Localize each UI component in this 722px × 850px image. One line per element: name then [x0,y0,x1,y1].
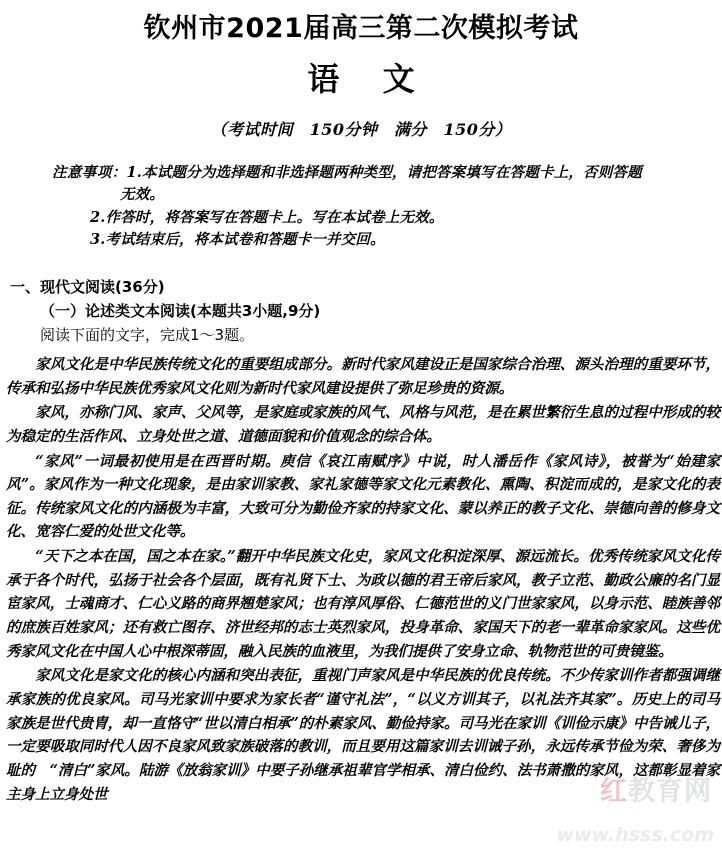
article-paragraph: 家风文化是中华民族传统文化的重要组成部分。新时代家风建设正是国家综合治理、源头治理的重要环节，传承和弘扬中华民族优秀家风文化则为新时代家风建设提供了弥足珍贵的资源。 [6,356,720,397]
watermark-url: www.hsss.com [556,824,714,846]
reading-instruction: 阅读下面的文字，完成1～3题。 [40,326,255,344]
subsection-heading-argumentative-text: （一）论述类文本阅读(本题共3小题,9分) [40,302,321,320]
notice-item-2: 2.作答时，将答案写在答题卡上。写在本试卷上无效。 [90,208,444,226]
notice-item-1-line-1: 1.本试题分为选择题和非选择题两种类型，请把答案填写在答题卡上，否则答题 [126,163,642,181]
watermark-gray-chars: 教育网 [628,776,712,807]
watermark-red-char: 红 [600,776,628,807]
article-paragraph: “家风”一词最初使用是在西晋时期。庾信《哀江南赋序》中说，时人潘岳作《家风诗》，被誉为“始建家风”。家风作为一种文化现象，是由家训家教、家礼家德等家文化元素教化、熏陶、积淀而成的，是家文化的表征。传统家风文化的内涵极为丰富，大致可分为勤俭齐家的持家文化、蒙以养正的教子文化、崇德向善的修身文化、宽容仁爱的处世文化等。 [6,452,720,541]
exam-duration-and-score: （考试时间 150分钟 满分 150分） [210,119,512,139]
article-paragraph: 家风文化是家文化的核心内涵和突出表征，重视门声家风是中华民族的优良传统。不少传家训作者都强调继承家族的优良家风。司马光家训中要求为家长者“谨守礼法”，“以义方训其子，以礼法齐其家”。历史上的司马家族是世代贵胄，却一直恪守“世以清白相承”的朴素家风、勤俭持家。司马光在家训《训俭示康》中告诫儿子，一定要吸取同时代人因不良家风致家族破落的教训，而且要用这篇家训去训诫子孙，永远传承节俭为荣、奢侈为耻的 “清白”家风。陆游《放翁家训》中要子孙继承祖辈官学相承、清白俭约、法书萧撒的家风，这都彰显着家主身上立身处世 [6,667,720,803]
subject-title: 语 文 [307,59,431,98]
notice-block [52,162,716,252]
section-heading-modern-reading: 一、现代文阅读(36分) [10,277,165,296]
article-body [0,353,722,806]
section-headings [0,276,722,347]
notice-line-1 [52,162,716,184]
exam-title: 钦州市2021届高三第二次模拟考试 [143,13,579,44]
notice-item-3: 3.考试结束后，将本试卷和答题卡一并交回。 [90,231,385,249]
paper-header [0,0,722,140]
notice-label: 注意事项： [52,163,127,181]
article-paragraph: 家风，亦称门风、家声、父风等，是家庭或家族的风气、风格与风范，是在累世繁衍生息的过程中形成的较为稳定的生活作风、立身处世之道、道德面貌和价值观念的综合体。 [6,404,720,445]
article-paragraph: “天下之本在国，国之本在家。”翻开中华民族文化史，家风文化积淀深厚、源远流长。优秀传统家风文化传承于各个时代，弘扬于社会各个层面，既有礼贤下士、为政以德的君王帝后家风，教子立范、勤政公廉的名门显宦家风，士魂商才、仁心义路的商界翘楚家风；也有淳风厚俗、仁德范世的义门世家家风，以身示范、睦族善邻的庶族百姓家风；还有救亡图存、济世经邦的志士英烈家风，投身革命、家国天下的老一辈革命家家风。这些优秀家风文化在中国人心中根深蒂固，融入民族的血液里，为我们提供了安身立命、轨物范世的可贵镜鉴。 [6,548,720,660]
notice-item-1-line-2: 无效。 [120,186,165,204]
